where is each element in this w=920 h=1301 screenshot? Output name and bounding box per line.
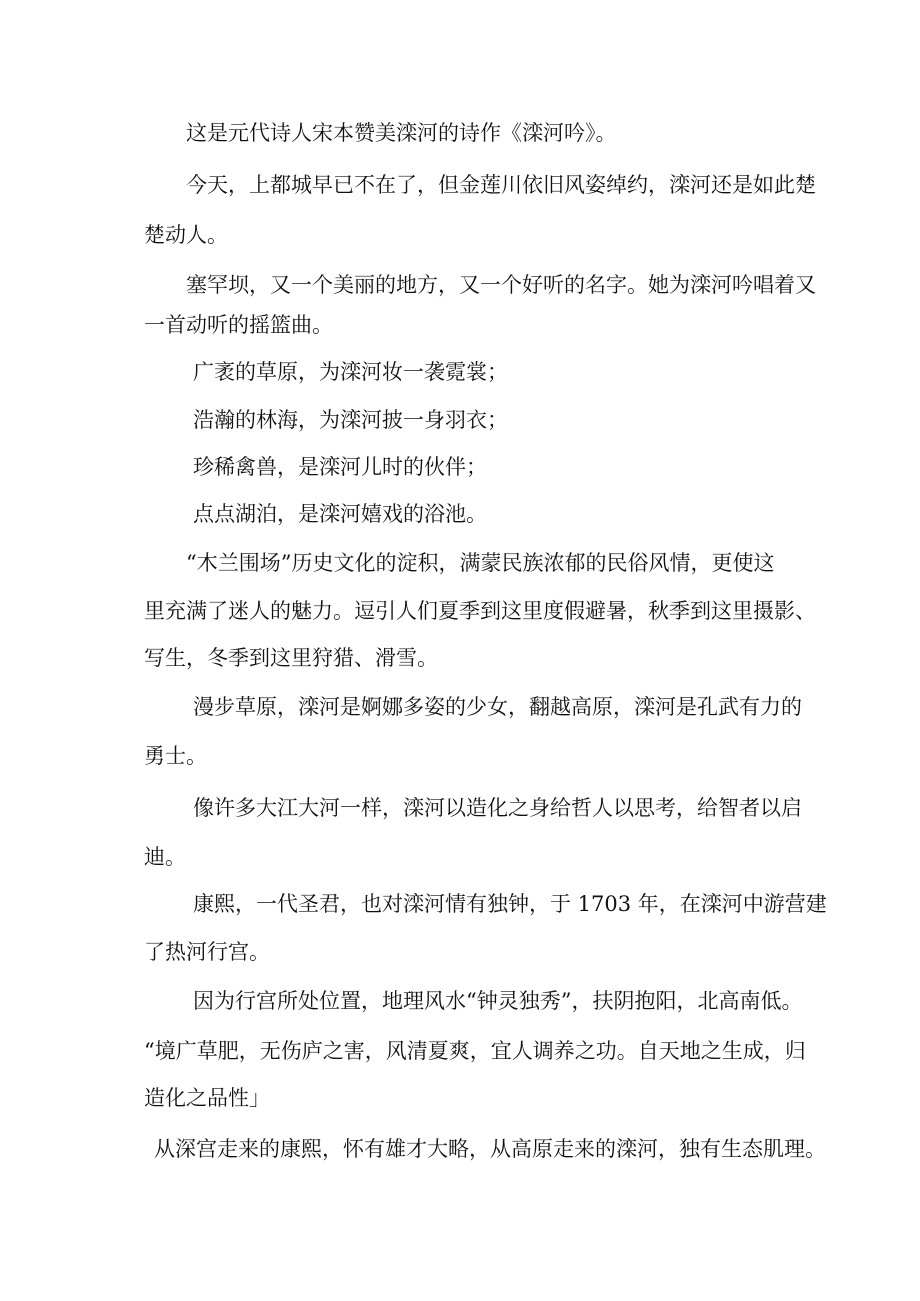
text-line: 漫步草原，滦河是婀娜多姿的少女，翻越高原，滦河是孔武有力的 (193, 695, 802, 719)
text-line: 这是元代诗人宋本赞美滦河的诗作《滦河吟》。 (186, 121, 617, 145)
text-line: 广袤的草原，为滦河妆一袭霓裳； (193, 360, 508, 384)
text-line: 勇士。 (144, 744, 207, 768)
text-line: 因为行宫所处位置，地理风水“钟灵独秀”，扶阴抱阳，北高南低。 (193, 989, 803, 1013)
text-line: 塞罕坝，又一个美丽的地方，又一个好听的名字。她为滦河吟唱着又 (186, 273, 816, 297)
text-line: “境广草肥，无伤庐之害，风清夏爽，宜人调养之功。自天地之生成，归 (144, 1039, 806, 1063)
text-line: 里充满了迷人的魅力。逗引人们夏季到这里度假避暑，秋季到这里摄影、 (144, 599, 816, 623)
text-line: “木兰围场”历史文化的淀积，满蒙民族浓郁的民俗风情，更使这 (186, 551, 775, 575)
text-line: 迪。 (144, 845, 186, 869)
text-line: 一首动听的摇篮曲。 (144, 313, 333, 337)
text-line: 造化之品性」 (144, 1086, 270, 1110)
text-line: 今天，上都城早已不在了，但金莲川依旧风姿绰约，滦河还是如此楚 (186, 173, 816, 197)
text-line: 珍稀禽兽，是滦河儿时的伙伴； (193, 455, 487, 479)
text-line: 浩瀚的林海，为滦河披一身羽衣； (193, 408, 508, 432)
text-line: 像许多大江大河一样，滦河以造化之身给哲人以思考，给智者以启 (193, 796, 802, 820)
text-line: 楚动人。 (144, 223, 228, 247)
text-line: 从深宫走来的康熙，怀有雄才大略，从高原走来的滦河，独有生态肌理。 (154, 1137, 826, 1161)
text-line: 了热河行宫。 (144, 940, 270, 964)
text-line: 康熙，一代圣君，也对滦河情有独钟，于 1703 年，在滦河中游营建 (193, 892, 827, 916)
text-line: 点点湖泊，是滦河嬉戏的浴池。 (193, 502, 487, 526)
text-line: 写生，冬季到这里狩猎、滑雪。 (144, 646, 438, 670)
